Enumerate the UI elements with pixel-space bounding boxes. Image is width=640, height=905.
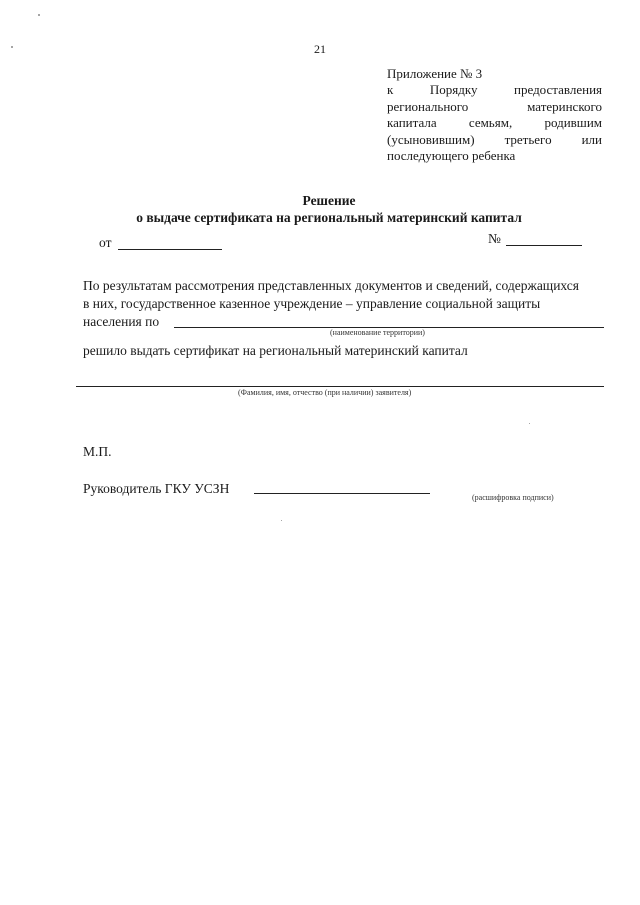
date-field-line (118, 249, 222, 250)
signature-caption: (расшифровка подписи) (472, 493, 554, 502)
applicant-caption: (Фамилия, имя, отчество (при наличии) заявителя) (238, 388, 412, 397)
document-subtitle: о выдаче сертификата на региональный материнский капитал (136, 210, 522, 225)
signature-position: Руководитель ГКУ УСЗН (83, 481, 230, 496)
decision-text: решило выдать сертификат на региональный материнский капитал (83, 343, 468, 358)
document-title: Решение (302, 193, 356, 208)
appendix-title: Приложение № 3 (387, 66, 483, 81)
scan-speck (38, 14, 40, 16)
territory-caption: (наименование территории) (330, 328, 425, 337)
appendix-line: последующего ребенка (387, 148, 516, 164)
date-label: от (99, 235, 112, 250)
appendix-line: капитала семьям, родившим (387, 115, 602, 131)
stamp-label: М.П. (83, 444, 112, 459)
number-field-line (506, 245, 582, 246)
appendix-line: регионального материнского (387, 98, 602, 114)
applicant-field-line (76, 386, 604, 387)
number-label: № (488, 231, 501, 246)
appendix-block (387, 66, 602, 164)
appendix-line: (усыновившим) третьего или (387, 131, 602, 147)
scan-speck (281, 520, 282, 521)
page-number: 21 (314, 42, 326, 56)
scan-speck (529, 423, 530, 424)
appendix-line: к Порядку предоставления (387, 82, 602, 98)
paragraph-line: в них, государственное казенное учреждение – управление социальной защиты (83, 296, 541, 311)
paragraph-line: По результатам рассмотрения представленных документов и сведений, содержащихся (83, 278, 579, 293)
paragraph-line: населения по (83, 314, 160, 329)
signature-field-line (254, 493, 430, 494)
